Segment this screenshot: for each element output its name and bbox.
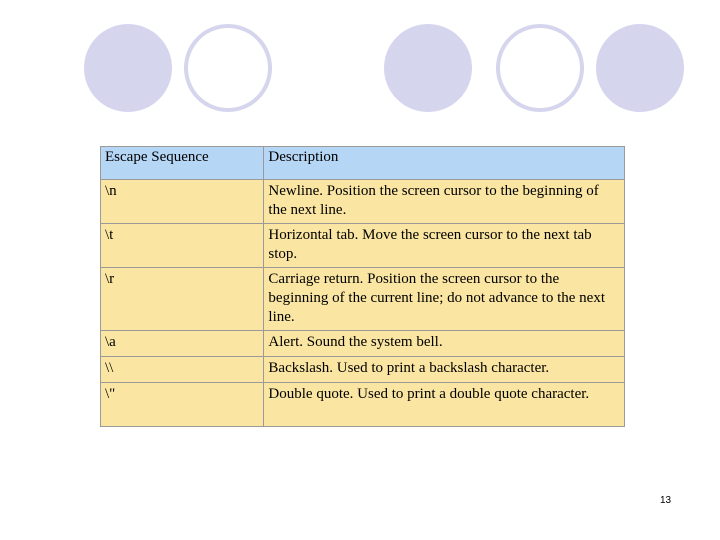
header-escape-sequence: Escape Sequence [101, 147, 264, 180]
escape-sequence-cell: \n [101, 180, 264, 224]
table-row [101, 224, 625, 268]
decorative-circle-filled [596, 24, 684, 112]
description-cell: Alert. Sound the system bell. [264, 331, 625, 357]
description-cell: Carriage return. Position the screen cursor to the beginning of the current line; do not advance to the next line. [264, 268, 625, 331]
escape-sequence-table [100, 146, 625, 427]
escape-sequence-cell: \a [101, 331, 264, 357]
description-cell: Newline. Position the screen cursor to the beginning of the next line. [264, 180, 625, 224]
escape-sequence-cell: \\ [101, 357, 264, 383]
table-row [101, 357, 625, 383]
escape-sequence-cell: \t [101, 224, 264, 268]
decorative-circle-filled [84, 24, 172, 112]
table-row [101, 331, 625, 357]
description-cell: Double quote. Used to print a double quote character. [264, 383, 625, 427]
decorative-circle-ring [496, 24, 584, 112]
escape-sequence-cell: \" [101, 383, 264, 427]
table-row [101, 180, 625, 224]
page-number: 13 [660, 495, 672, 506]
description-cell: Backslash. Used to print a backslash character. [264, 357, 625, 383]
table-row [101, 383, 625, 427]
decorative-circle-filled [384, 24, 472, 112]
table-row [101, 268, 625, 331]
header-description: Description [264, 147, 625, 180]
escape-sequence-cell: \r [101, 268, 264, 331]
decorative-circle-ring [184, 24, 272, 112]
table-header-row [101, 147, 625, 180]
description-cell: Horizontal tab. Move the screen cursor to the next tab stop. [264, 224, 625, 268]
